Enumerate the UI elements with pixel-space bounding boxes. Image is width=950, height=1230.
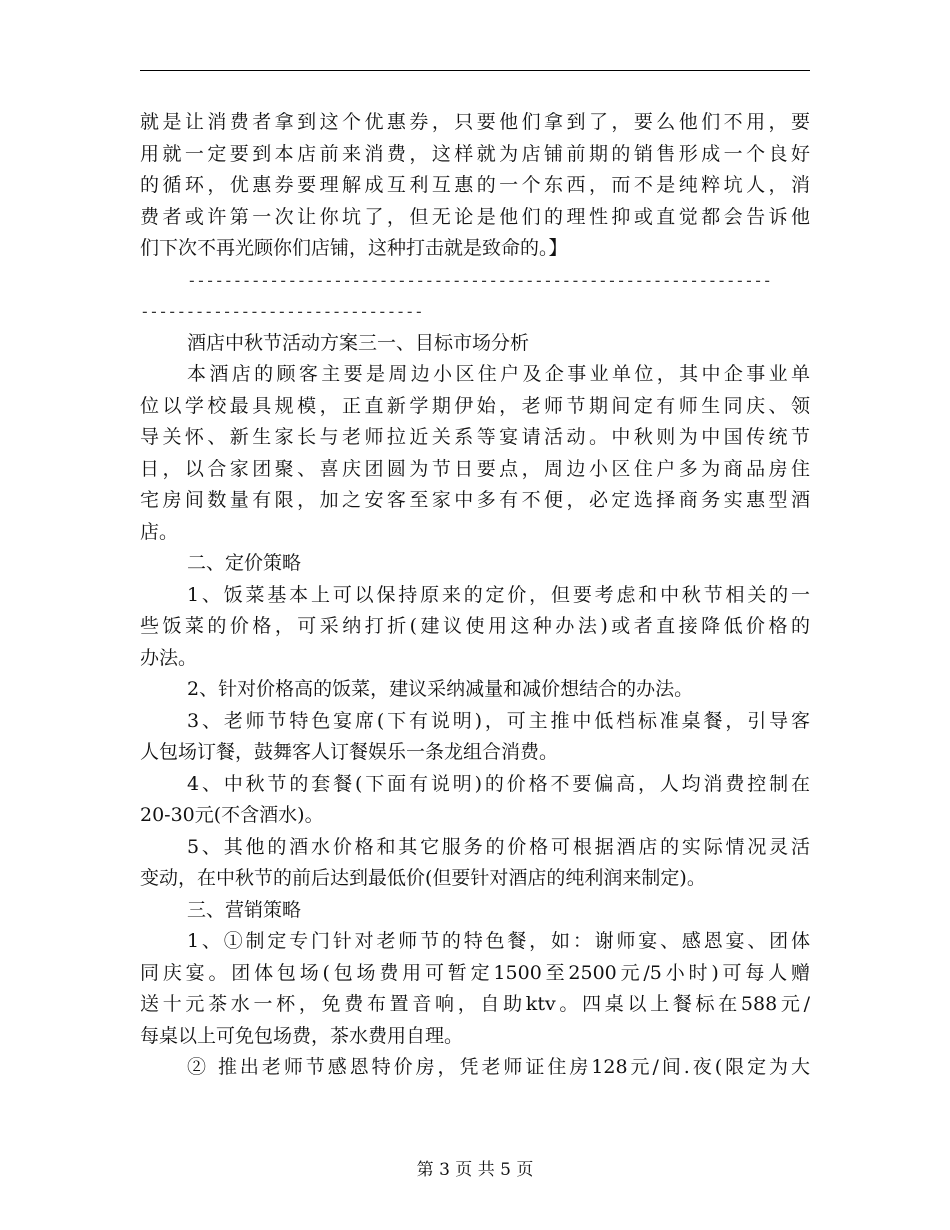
paragraph-line: 的循环，优惠券要理解成互利互惠的一个东西，而不是纯粹坑人，消 [140,174,810,196]
paragraph-line: 人包场订餐，鼓舞客人订餐娱乐一条龙组合消费。 [140,741,559,763]
paragraph-line: 店。 [140,520,179,543]
section-heading: 二、定价策略 [187,552,302,574]
header-rule [140,70,810,71]
paragraph-line: 3、老师节特色宴席(下有说明)，可主推中低档标准桌餐，引导客 [187,709,810,732]
paragraph-line: 些饭菜的价格，可采纳打折(建议使用这种办法)或者直接降低价格的 [140,615,810,637]
separator-dashes: ------------------------------- [140,302,424,321]
section-heading: 酒店中秋节活动方案三一、目标市场分析 [187,331,530,354]
document-body [140,107,810,1084]
paragraph-line: 同庆宴。团体包场(包场费用可暂定1500至2500元/5小时)可每人赠 [140,961,810,984]
paragraph-line: 导关怀、新生家长与老师拉近关系等宴请活动。中秋则为中国传统节 [140,426,810,448]
paragraph-line: 日，以合家团聚、喜庆团圆为节日要点，周边小区住户多为商品房住 [140,457,810,480]
paragraph-line: 1、饭菜基本上可以保持原来的定价，但要考虑和中秋节相关的一 [187,583,810,606]
paragraph-line: 办法。 [140,646,198,669]
paragraph-line: 2、针对价格高的饭菜，建议采纳减量和减价想结合的办法。 [187,678,694,700]
paragraph-line: 费者或许第一次让你坑了，但无论是他们的理性抑或直觉都会告诉他 [140,205,810,228]
page-number: 第 3 页 共 5 页 [416,1160,534,1180]
paragraph-line: 1、①制定专门针对老师节的特色餐，如：谢师宴、感恩宴、团体 [187,930,810,952]
paragraph-line: 位以学校最具规模，正直新学期伊始，老师节期间定有师生同庆、领 [140,394,810,417]
paragraph-line: 变动，在中秋节的前后达到最低价(但要针对酒店的纯利润来制定)。 [140,867,706,889]
section-heading: 三、营销策略 [187,898,302,921]
paragraph-line: 送十元茶水一杯，免费布置音响，自助ktv。四桌以上餐标在588元/ [140,993,810,1015]
paragraph-line: ② 推出老师节感恩特价房，凭老师证住房128元/间.夜(限定为大 [187,1056,810,1078]
paragraph-line: 宅房间数量有限，加之安客至家中多有不便，必定选择商务实惠型酒 [140,489,810,511]
paragraph-line: 5、其他的酒水价格和其它服务的价格可根据酒店的实际情况灵活 [187,835,810,858]
paragraph-line: 本酒店的顾客主要是周边小区住户及企事业单位，其中企事业单 [187,363,810,385]
paragraph-line: 20-30元(不含酒水)。 [140,804,324,826]
paragraph-line: 4、中秋节的套餐(下面有说明)的价格不要偏高，人均消费控制在 [187,772,810,795]
paragraph-line: 们下次不再光顾你们店铺，这种打击就是致命的。】 [140,237,568,259]
paragraph-line: 每桌以上可免包场费，茶水费用自理。 [140,1024,464,1047]
paragraph-line: 就是让消费者拿到这个优惠券，只要他们拿到了，要么他们不用，要 [140,111,810,133]
paragraph-line: 用就一定要到本店前来消费，这样就为店铺前期的销售形成一个良好 [140,142,810,165]
separator-dashes: ---------------------------------------------------------------- [187,270,772,290]
